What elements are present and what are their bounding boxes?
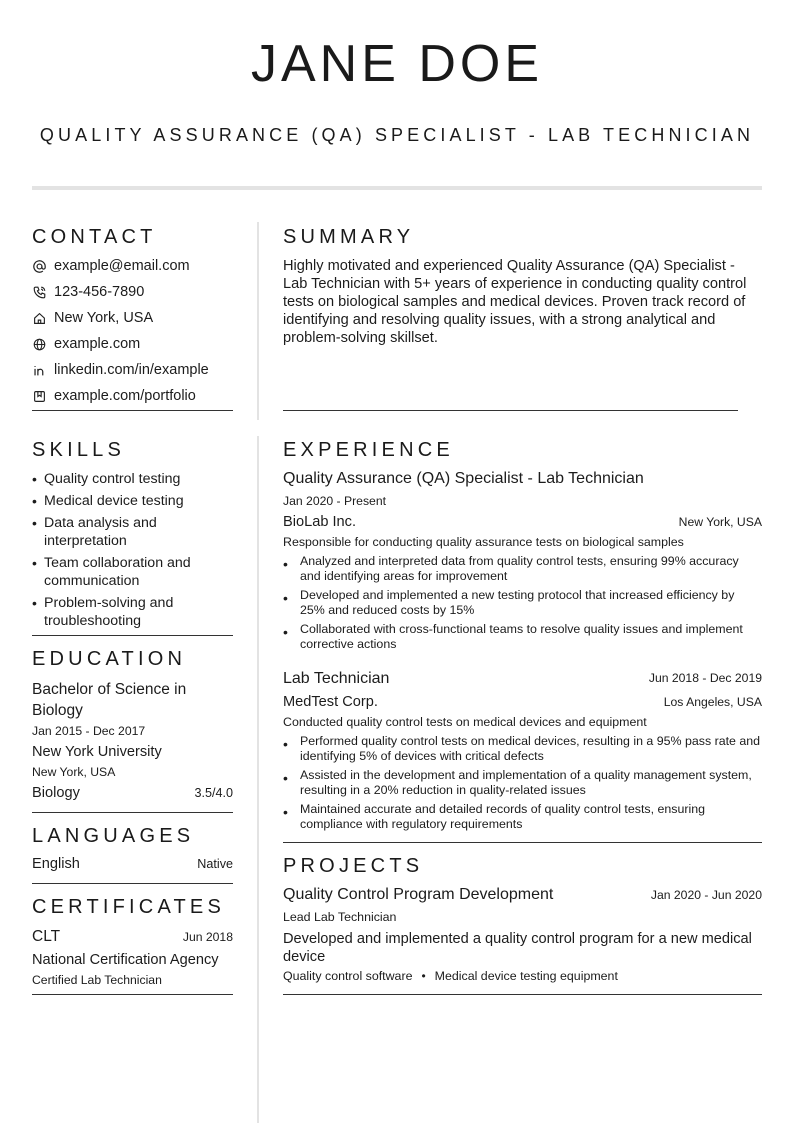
skills-heading: SKILLS — [32, 439, 126, 461]
skill-item: • Team collaboration and communication — [32, 554, 233, 590]
languages-divider — [32, 883, 233, 884]
job-bullets — [283, 554, 762, 656]
globe-icon — [32, 337, 46, 351]
education-degree: Bachelor of Science in Biology — [32, 681, 187, 719]
contact-portfolio[interactable] — [32, 387, 196, 405]
contact-email-text: example@email.com — [54, 258, 190, 274]
linkedin-icon — [32, 363, 46, 377]
contact-location-text: New York, USA — [54, 310, 154, 326]
contact-portfolio-text: example.com/portfolio — [54, 388, 196, 404]
header-divider — [32, 186, 762, 190]
project-dates: Jan 2020 - Jun 2020 — [650, 888, 762, 902]
skill-item: • Quality control testing — [32, 470, 233, 488]
job-description: Responsible for conducting quality assurance tests on biological samples — [283, 535, 684, 549]
project-keywords — [283, 969, 618, 983]
experience-heading: EXPERIENCE — [283, 439, 454, 461]
job-bullet: • Assisted in the development and implementation of a quality management system, resulting in a 20% reduction in quality-related issues — [283, 768, 762, 798]
certificate-name: CLT — [32, 928, 61, 945]
certificate-issuer: National Certification Agency — [32, 952, 219, 968]
certificates-heading: CERTIFICATES — [32, 896, 226, 918]
job-bullet: • Developed and implemented a new testing protocol that increased efficiency by 25% and reduced costs by 15% — [283, 588, 762, 618]
project-description: Developed and implemented a quality control program for a new medical device — [283, 931, 752, 965]
education-field: Biology — [32, 785, 80, 801]
job-location: Los Angeles, USA — [663, 695, 762, 709]
home-icon — [32, 311, 46, 325]
certificates-divider — [32, 994, 233, 995]
column-divider-bottom — [257, 436, 259, 1123]
resume-headline: QUALITY ASSURANCE (QA) SPECIALIST - LAB TECHNICIAN — [39, 125, 755, 145]
job-title: Lab Technician — [283, 670, 390, 687]
resume-name: JANE DOE — [250, 35, 544, 93]
skill-item: • Problem-solving and troubleshooting — [32, 594, 233, 630]
skill-item: • Data analysis and interpretation — [32, 514, 233, 550]
bookmark-icon — [32, 389, 46, 403]
contact-phone[interactable] — [32, 283, 144, 301]
skills-divider — [32, 635, 233, 636]
contact-location — [32, 309, 153, 327]
education-school: New York University — [32, 744, 162, 760]
job-dates: Jan 2020 - Present — [283, 494, 386, 508]
language-name: English — [32, 856, 80, 872]
contact-phone-text: 123-456-7890 — [54, 284, 145, 300]
job-bullet: • Analyzed and interpreted data from quality control tests, ensuring 99% accuracy and identifying areas for improvement — [283, 554, 762, 584]
skills-list — [32, 470, 233, 634]
projects-heading: PROJECTS — [283, 855, 424, 877]
column-divider-top — [257, 222, 259, 420]
experience-divider — [283, 842, 762, 843]
job-bullet: • Performed quality control tests on medical devices, resulting in a 95% pass rate and identifying 5% of devices with critical defects — [283, 734, 762, 764]
education-gpa: 3.5/4.0 — [194, 786, 233, 800]
skill-item: • Medical device testing — [32, 492, 233, 510]
project-keyword: Medical device testing equipment — [434, 969, 618, 983]
contact-website[interactable] — [32, 335, 140, 353]
language-level: Native — [197, 857, 233, 871]
keyword-separator: • — [421, 969, 426, 983]
phone-icon — [32, 285, 46, 299]
contact-linkedin-text: linkedin.com/in/example — [54, 362, 209, 378]
project-role: Lead Lab Technician — [283, 910, 397, 924]
job-description: Conducted quality control tests on medical devices and equipment — [283, 715, 647, 729]
job-dates: Jun 2018 - Dec 2019 — [648, 671, 762, 685]
summary-text: Highly motivated and experienced Quality Assurance (QA) Specialist - Lab Technician with 5+ years of experience in conducting quality control tests on biological samples and medical devices. Proven track record of identifying and resolving quality issues, with a strong analytical and problem-solving skillset. — [283, 258, 747, 346]
contact-divider — [32, 410, 233, 411]
languages-heading: LANGUAGES — [32, 825, 195, 847]
job-company: MedTest Corp. — [283, 694, 378, 710]
job-bullets — [283, 734, 762, 836]
job-bullet: • Collaborated with cross-functional teams to resolve quality issues and implement corrective actions — [283, 622, 762, 652]
certificate-description: Certified Lab Technician — [32, 973, 162, 987]
certificate-date: Jun 2018 — [182, 930, 233, 944]
education-location: New York, USA — [32, 765, 116, 779]
education-divider — [32, 812, 233, 813]
education-dates: Jan 2015 - Dec 2017 — [32, 724, 146, 738]
job-location: New York, USA — [678, 515, 762, 529]
job-company: BioLab Inc. — [283, 514, 357, 530]
projects-divider — [283, 994, 762, 995]
contact-email[interactable] — [32, 257, 190, 275]
summary-divider — [283, 410, 738, 411]
project-title: Quality Control Program Development — [283, 886, 554, 903]
job-title: Quality Assurance (QA) Specialist - Lab Technician — [283, 470, 644, 487]
contact-website-text: example.com — [54, 336, 141, 352]
education-heading: EDUCATION — [32, 648, 187, 670]
contact-linkedin[interactable] — [32, 361, 209, 379]
contact-heading: CONTACT — [32, 226, 157, 248]
at-icon — [32, 259, 46, 273]
project-keyword: Quality control software — [283, 969, 413, 983]
job-bullet: • Maintained accurate and detailed records of quality control tests, ensuring compliance with regulatory requirements — [283, 802, 762, 832]
summary-heading: SUMMARY — [283, 226, 415, 248]
